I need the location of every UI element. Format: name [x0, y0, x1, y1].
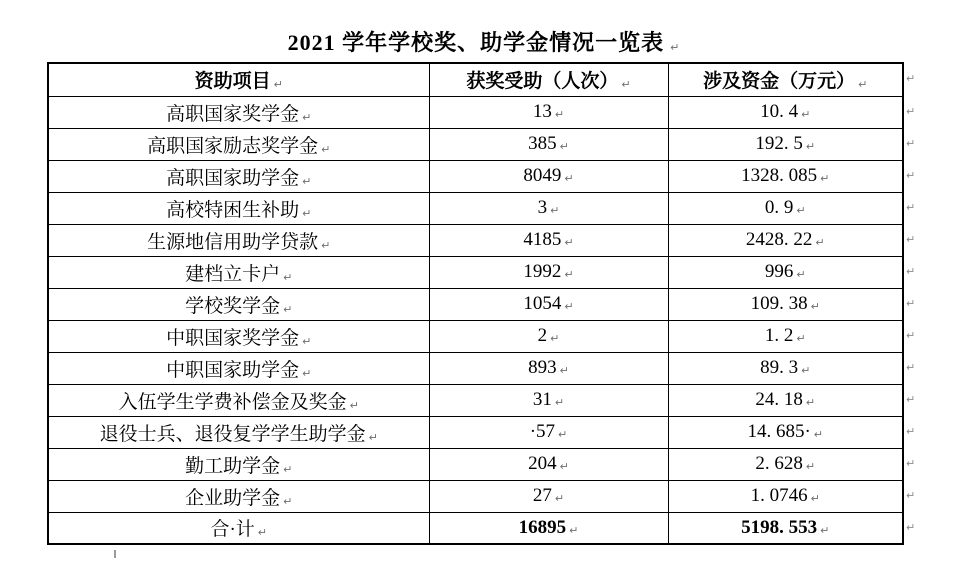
cell-count [429, 384, 668, 416]
cell-end-mark: ↵ [554, 492, 565, 505]
cell-end-mark: ↵ [554, 396, 565, 409]
header-count [429, 63, 668, 96]
row-end-mark: ↵ [906, 520, 916, 534]
cell-end-mark: ↵ [813, 428, 824, 441]
cell-text: 勤工助学金 [185, 455, 281, 477]
cell-text: 4185 [523, 229, 562, 250]
cell-end-mark: ↵ [302, 206, 312, 220]
cell-count [429, 320, 668, 352]
cell-text: 高职国家奖学金 [166, 103, 300, 125]
cell-text: 8049 [523, 165, 562, 186]
cell-text: 192. 5 [755, 133, 803, 154]
cell-text: 建档立卡户 [185, 263, 281, 285]
row-end-mark: ↵ [906, 72, 916, 85]
table-row [48, 480, 903, 512]
cell-end-mark: ↵ [302, 334, 312, 348]
cell-text: 204 [528, 453, 557, 474]
cell-count [429, 480, 668, 512]
header-amount-label: 涉及资金（万元） [703, 71, 856, 93]
cell-end-mark: ↵ [283, 494, 293, 508]
cell-end-mark: ↵ [805, 140, 816, 153]
table-row [48, 288, 903, 320]
cell-end-mark: ↵ [564, 300, 574, 313]
table-row [48, 448, 903, 480]
row-end-mark: ↵ [906, 360, 916, 374]
cell-end-mark: ↵ [564, 172, 574, 185]
title-end-mark: ↵ [670, 41, 681, 54]
cell-end-mark: ↵ [564, 268, 574, 281]
cell-item [48, 160, 429, 192]
cell-amount [668, 192, 903, 224]
cell-amount [668, 352, 903, 384]
cell-end-mark: ↵ [273, 78, 283, 92]
cell-text: 385 [528, 133, 557, 154]
cell-text: 89. 3 [760, 357, 799, 378]
table-row [48, 224, 903, 256]
cell-amount [668, 448, 903, 480]
document-title-text: 2021 学年学校奖、助学金情况一览表 [287, 30, 665, 55]
cell-text: 1328. 085 [741, 165, 818, 186]
cell-end-mark: ↵ [805, 460, 816, 473]
row-end-mark: ↵ [906, 136, 916, 150]
cell-end-mark: ↵ [283, 302, 293, 316]
cell-text: 中职国家助学金 [166, 359, 300, 381]
cell-end-mark: ↵ [621, 78, 631, 92]
cell-end-mark: ↵ [283, 462, 293, 476]
cell-text: 入伍学生学费补偿金及奖金 [118, 391, 347, 413]
cell-count [429, 160, 668, 192]
table-body [48, 96, 903, 544]
cell-end-mark: ↵ [820, 523, 830, 537]
cell-amount [668, 320, 903, 352]
cell-end-mark: ↵ [321, 238, 331, 252]
cell-text: 1. 0746 [750, 485, 808, 506]
document-title [0, 26, 958, 57]
cell-text: 企业助学金 [185, 487, 281, 509]
header-row [48, 63, 903, 96]
row-end-mark: ↵ [906, 200, 916, 214]
cell-text: 1054 [523, 293, 562, 314]
cell-item [48, 416, 429, 448]
cell-amount [668, 128, 903, 160]
cell-end-mark: ↵ [801, 364, 811, 377]
scholarship-table [47, 62, 904, 545]
cell-text: 2 [537, 325, 548, 346]
row-end-mark: ↵ [906, 328, 916, 342]
cell-end-mark: ↵ [558, 428, 568, 441]
cell-end-mark: ↵ [559, 460, 569, 473]
cell-amount [668, 416, 903, 448]
cell-item [48, 448, 429, 480]
cell-end-mark: ↵ [302, 110, 312, 124]
cell-item [48, 512, 429, 544]
cell-amount [668, 384, 903, 416]
cell-text: 合·计 [210, 519, 255, 541]
row-end-mark: ↵ [906, 232, 916, 246]
cell-end-mark: ↵ [810, 300, 820, 313]
cell-text: 996 [764, 261, 794, 282]
cell-text: 1992 [523, 261, 562, 282]
cell-end-mark: ↵ [554, 108, 565, 121]
table-row [48, 416, 903, 448]
table-row [48, 320, 903, 352]
cell-end-mark: ↵ [569, 523, 579, 537]
cell-text: 高职国家助学金 [166, 167, 300, 189]
cell-end-mark: ↵ [858, 78, 868, 92]
total-row [48, 512, 903, 544]
cell-text: 24. 18 [755, 389, 803, 410]
row-end-mark: ↵ [906, 264, 916, 278]
table-row [48, 384, 903, 416]
cell-item [48, 192, 429, 224]
cell-count [429, 288, 668, 320]
cell-count [429, 448, 668, 480]
cell-item [48, 288, 429, 320]
cell-end-mark: ↵ [302, 366, 312, 380]
cell-item [48, 320, 429, 352]
cell-item [48, 224, 429, 256]
cell-text: 10. 4 [760, 101, 799, 122]
cell-amount [668, 256, 903, 288]
row-end-mark: ↵ [906, 392, 916, 406]
cell-item [48, 384, 429, 416]
cell-text: 2. 628 [755, 453, 803, 474]
cell-item [48, 352, 429, 384]
cell-item [48, 96, 429, 128]
row-end-mark: ↵ [906, 488, 916, 502]
cell-text: 1. 2 [764, 325, 794, 346]
cell-text: 3 [537, 197, 548, 218]
cell-end-mark: ↵ [820, 172, 830, 185]
header-item-label: 资助项目 [194, 71, 271, 93]
cell-count [429, 512, 668, 544]
cell-end-mark: ↵ [805, 396, 816, 409]
cell-item [48, 480, 429, 512]
cell-text: 退役士兵、退役复学学生助学金 [99, 423, 366, 445]
cell-item [48, 256, 429, 288]
cell-text: 高职国家励志奖学金 [147, 135, 319, 157]
cell-count [429, 352, 668, 384]
cell-end-mark: ↵ [283, 270, 293, 284]
cell-text: 31 [532, 389, 552, 410]
cell-amount [668, 512, 903, 544]
header-count-label: 获奖受助（人次） [466, 71, 619, 93]
cell-end-mark: ↵ [550, 332, 560, 345]
cell-end-mark: ↵ [559, 364, 569, 377]
cell-count [429, 128, 668, 160]
row-end-mark: ↵ [906, 168, 916, 182]
cell-count [429, 96, 668, 128]
header-amount [668, 63, 903, 96]
cell-end-mark: ↵ [368, 430, 378, 444]
cell-end-mark: ↵ [796, 268, 806, 281]
cell-text: 学校奖学金 [185, 295, 281, 317]
cell-amount [668, 96, 903, 128]
cell-end-mark: ↵ [796, 204, 806, 217]
table-row [48, 256, 903, 288]
header-item [48, 63, 429, 96]
cell-text: 2428. 22 [745, 229, 813, 250]
row-end-marks [906, 62, 922, 543]
table-row [48, 96, 903, 128]
cell-count [429, 416, 668, 448]
cell-end-mark: ↵ [564, 236, 574, 249]
cell-text: 893 [528, 357, 557, 378]
cell-text: 13 [532, 101, 552, 122]
cell-count [429, 224, 668, 256]
cell-text: 27 [532, 485, 552, 506]
cell-count [429, 256, 668, 288]
paragraph-cursor-mark [114, 550, 116, 558]
cell-end-mark: ↵ [796, 332, 806, 345]
cell-amount [668, 288, 903, 320]
cell-count [429, 192, 668, 224]
cell-text: 生源地信用助学贷款 [147, 231, 319, 253]
cell-text: 16895 [518, 516, 567, 538]
row-end-mark: ↵ [906, 424, 916, 438]
cell-amount [668, 480, 903, 512]
cell-end-mark: ↵ [257, 526, 268, 540]
cell-text: 109. 38 [750, 293, 808, 314]
cell-amount [668, 160, 903, 192]
row-end-mark: ↵ [906, 296, 916, 310]
cell-end-mark: ↵ [559, 140, 569, 153]
cell-text: 高校特困生补助 [166, 199, 300, 221]
table-row [48, 352, 903, 384]
cell-end-mark: ↵ [815, 236, 825, 249]
cell-end-mark: ↵ [550, 204, 560, 217]
cell-end-mark: ↵ [801, 108, 811, 121]
cell-end-mark: ↵ [810, 492, 820, 505]
row-end-mark: ↵ [906, 104, 916, 118]
cell-text: 14. 685· [747, 421, 811, 442]
row-end-mark: ↵ [906, 456, 916, 470]
cell-text: 中职国家奖学金 [166, 327, 300, 349]
cell-end-mark: ↵ [349, 398, 359, 412]
cell-text: 5198. 553 [741, 516, 818, 538]
table-row [48, 160, 903, 192]
cell-end-mark: ↵ [302, 174, 312, 188]
cell-text: ·57 [529, 421, 556, 442]
cell-item [48, 128, 429, 160]
table-row [48, 128, 903, 160]
cell-text: 0. 9 [764, 197, 794, 218]
cell-amount [668, 224, 903, 256]
table-row [48, 192, 903, 224]
cell-end-mark: ↵ [321, 142, 331, 156]
